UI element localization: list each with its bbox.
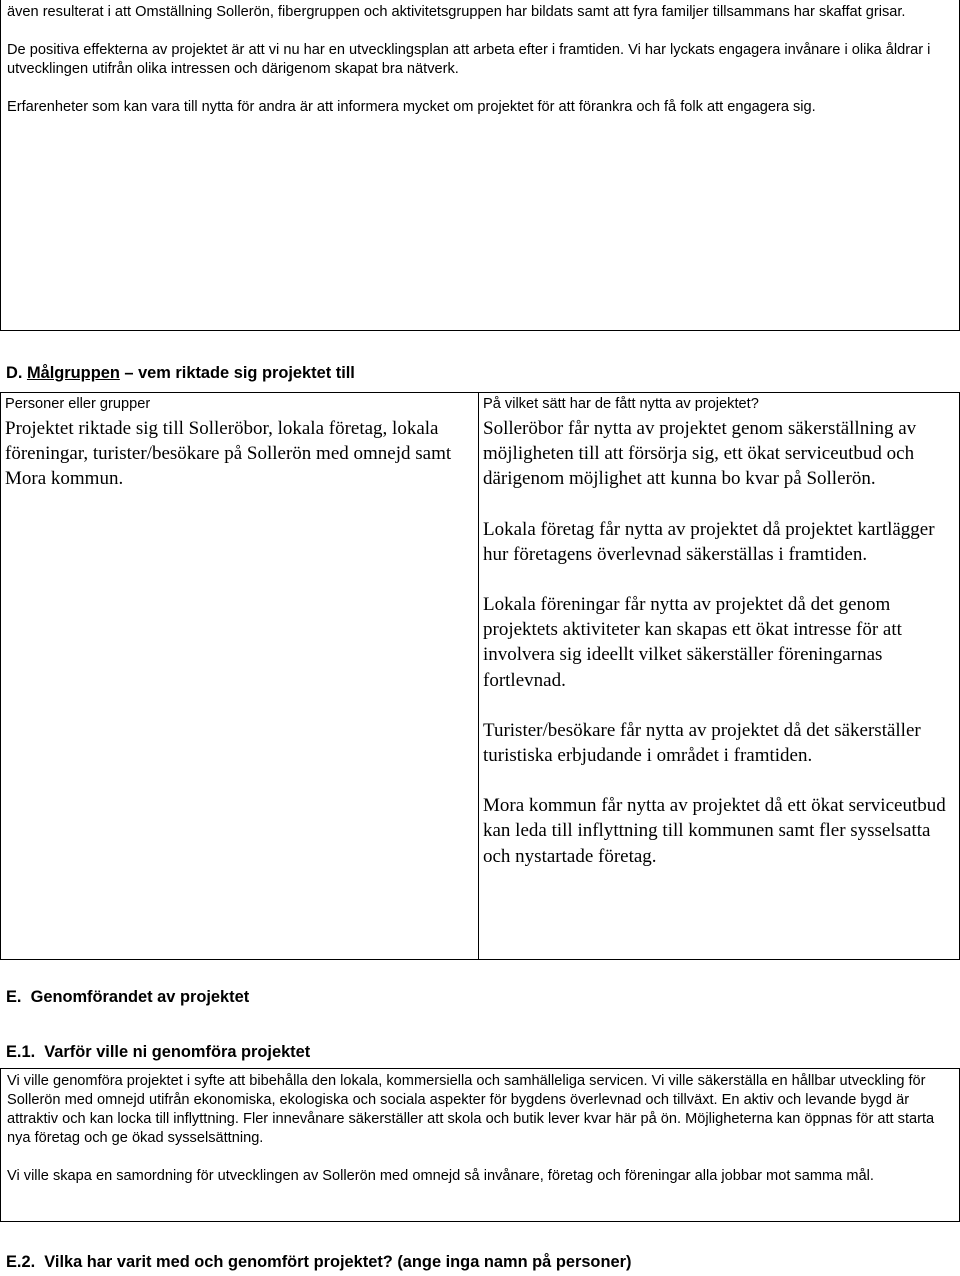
results-paragraph: även resulterat i att Omställning Sollerön, fibergruppen och aktivitetsgruppen har bildats samt att fyra familjer tillsammans har skaffat grisar.: [7, 4, 906, 20]
section-d-underlined: Målgruppen: [26, 364, 120, 382]
target-groups-text: Projektet riktade sig till Solleröbor, lokala företag, lokala föreningar, turister/besökare på Sollerön med omnejd samt Mora kommun.: [5, 418, 452, 490]
benefit-paragraph: Turister/besökare får nytta av projektet då det säkerställer turistiska erbjudande i området i framtiden.: [483, 719, 921, 767]
benefit-paragraph: Lokala föreningar får nytta av projektet då det genom projektets aktiviteter kan skapas ett ökat intresse för att involvera sig ideellt vilket säkerställer föreningarnas fortlevnad.: [483, 594, 902, 691]
section-d-prefix: D.: [6, 364, 27, 382]
reasons-paragraph: Vi ville genomföra projektet i syfte att bibehålla den lokala, kommersiella och samhälleliga servicen. Vi ville säkerställa en hållbar utveckling för Sollerön med omnejd utifrån ekonomiska, ekologiska och sociala aspekter för bygdens överlevnad och tillväxt. En aktiv och levande bygd är attraktiv och kan locka till inflyttning. Fler innevånare säkerställer att skola och butik lever kvar här på ön. Möjligheterna kan öppnas för att starta nya företag och ge ökad sysselsättning.: [7, 1073, 935, 1146]
benefit-cell: [483, 395, 958, 869]
benefit-paragraph: Lokala företag får nytta av projektet då projektet kartlägger hur företagens överlevnad säkerställas i framtiden.: [483, 518, 935, 565]
reasons-text: [7, 1072, 953, 1186]
coordination-paragraph: Vi ville skapa en samordning för utvecklingen av Sollerön med omnejd så invånare, företag och föreningar alla jobbar mot samma mål.: [7, 1168, 874, 1184]
benefit-label: På vilket sätt har de fått nytta av projektet?: [483, 396, 759, 412]
benefit-paragraph: Solleröbor får nytta av projektet genom säkerställning av möjligheten till att försörja sig, ett ökat serviceutbud och därigenom möjlighet att kunna bo kvar på Sollerön.: [483, 418, 917, 490]
project-results-box: [0, 0, 960, 331]
experiences-paragraph: Erfarenheter som kan vara till nytta för andra är att informera mycket om projektet för att förankra och få folk att engagera sig.: [7, 99, 816, 115]
benefit-text: [483, 416, 958, 869]
section-e1-heading: E.1. Varför ville ni genomföra projektet: [6, 1043, 311, 1061]
section-d-heading: [6, 364, 355, 383]
section-e2-heading: E.2. Vilka har varit med och genomfört projektet? (ange inga namn på personer): [6, 1253, 632, 1271]
column-divider: [478, 393, 479, 959]
target-group-table: [0, 392, 960, 960]
reasons-box: [0, 1068, 960, 1222]
section-e-heading: E. Genomförandet av projektet: [6, 988, 250, 1006]
results-text: [7, 3, 953, 117]
section-d-suffix: – vem riktade sig projektet till: [119, 364, 355, 382]
target-groups-cell: [5, 395, 475, 492]
positive-effects-paragraph: De positiva effekterna av projektet är att vi nu har en utvecklingsplan att arbeta efter i framtiden. Vi har lyckats engagera invånare i olika åldrar i utvecklingen utifrån olika intressen och därigenom skapat bra nätverk.: [7, 42, 931, 77]
target-groups-label: Personer eller grupper: [5, 396, 151, 412]
benefit-paragraph: Mora kommun får nytta av projektet då ett ökat serviceutbud kan leda till inflyttning till kommunen samt fler sysselsatta och nystartade företag.: [483, 795, 946, 867]
